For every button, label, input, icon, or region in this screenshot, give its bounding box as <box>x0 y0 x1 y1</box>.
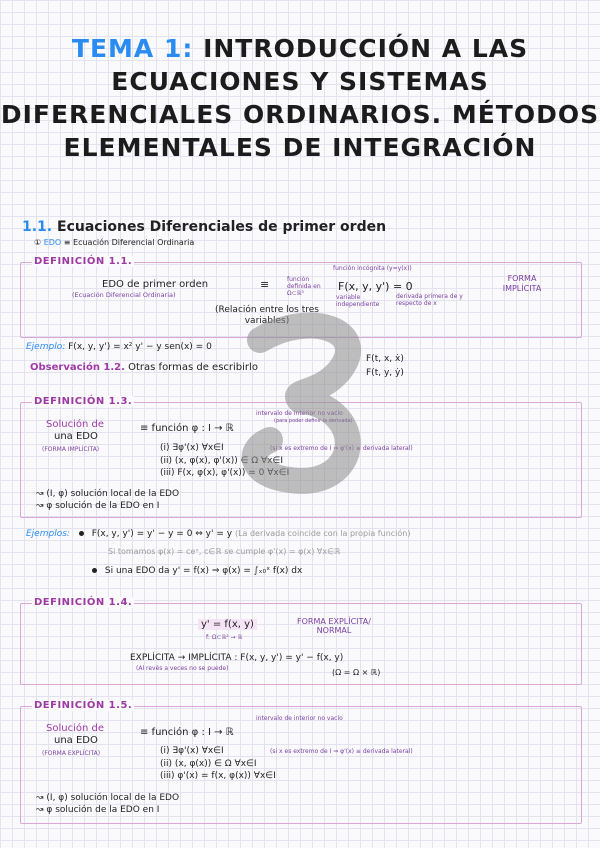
definition-box-1-4 <box>20 603 582 685</box>
edo-meaning: ≡ Ecuación Diferencial Ordinaria <box>63 238 195 247</box>
def11-top-note: función incógnita (y=y(x)) <box>333 265 412 272</box>
def15-eq: ≡ función φ : I → ℝ <box>140 727 234 738</box>
def15-cond-ii: (ii) (x, φ(x)) ∈ Ω ∀x∈I <box>160 759 257 769</box>
def13-cond-ii: (ii) (x, φ(x), φ'(x)) ∈ Ω ∀x∈I <box>160 456 283 466</box>
ejemplos-label: Ejemplos: <box>26 529 70 539</box>
def14-line-sub: (Al revés a veces no se puede) <box>136 665 229 672</box>
observacion <box>30 362 258 373</box>
section-title: Ecuaciones Diferenciales de primer orden <box>57 219 387 235</box>
title-text: INTRODUCCIÓN A LAS ECUACIONES Y SISTEMAS DIFERENCIALES ORDINARIOS. MÉTODOS ELEMENTALES DE INTEGRACIÓN <box>0 34 600 162</box>
ejemplo2-eq1: F(x, y, y') = y' − y = 0 ⇔ y' = y <box>91 529 233 539</box>
definition-title-1-5: DEFINICIÓN 1.5. <box>34 700 133 711</box>
def11-equation: F(x, y, y') = 0 <box>338 280 413 293</box>
def13-interval-note: intervalo de interior no vacío <box>256 410 343 417</box>
observacion-title: Observación 1.2. <box>30 362 125 373</box>
def11-deriv-note: derivada primera de y respecto de x <box>396 293 463 307</box>
def11-equiv: ≡ <box>260 278 270 291</box>
definition-title-1-3: DEFINICIÓN 1.3. <box>34 396 133 407</box>
circle-marker: ① <box>34 238 42 247</box>
tema-label: TEMA 1: <box>71 34 194 63</box>
edo-note <box>34 238 194 247</box>
def15-left2: una EDO <box>54 735 98 746</box>
obs-form-2: F(t, y, ẏ) <box>366 368 404 378</box>
observacion-text: Otras formas de escribirlo <box>128 362 258 373</box>
def13-foot1: ↝ (I, φ) solución local de la EDO <box>36 489 180 499</box>
watermark-logo <box>230 300 380 510</box>
def14-eq-sub: f: Ω⊂ℝ² → ℝ <box>206 634 243 641</box>
ejemplo1 <box>26 342 212 352</box>
def13-left1: Solución de <box>46 419 104 430</box>
ejemplo-equation: F(x, y, y') = x² y' − y sen(x) = 0 <box>68 342 212 352</box>
definition-title-1-1: DEFINICIÓN 1.1. <box>34 256 133 267</box>
def11-forma: FORMA IMPLÍCITA <box>502 274 542 293</box>
def13-left-sub: (FORMA IMPLÍCITA) <box>42 446 100 453</box>
ejemplo2-eq2: Si una EDO da y' = f(x) ⇒ φ(x) = ∫ₓ₀ˣ f(x) dx <box>104 566 303 576</box>
def14-eq: y' = f(x, y) <box>198 619 257 630</box>
edo-abbrev: EDO <box>43 238 62 247</box>
ejemplo2-sub: Si tomamos φ(x) = ceˣ, c∈ℝ se cumple φ'(x) = φ(x) ∀x∈ℝ <box>108 547 341 556</box>
section-header <box>22 219 386 235</box>
def11-relation: (Relación entre los tres variables) <box>215 305 319 326</box>
section-number: 1.1. <box>22 219 53 235</box>
ejemplos2-row2 <box>92 566 302 576</box>
def11-var-indep: variable independiente <box>336 294 380 308</box>
page-title <box>0 32 600 164</box>
def13-eq: ≡ función φ : I → ℝ <box>140 423 234 434</box>
bullet-icon <box>92 568 97 573</box>
def15-left-sub: (FORMA EXPLÍCITA) <box>42 750 101 757</box>
ejemplo-label: Ejemplo: <box>26 342 66 352</box>
def15-foot2: ↝ φ solución de la EDO en I <box>36 805 160 815</box>
bullet-icon <box>79 531 84 536</box>
def15-left1: Solución de <box>46 723 104 734</box>
def15-cond-iii: (iii) φ'(x) = f(x, φ(x)) ∀x∈I <box>160 771 276 781</box>
def13-cond-i: (i) ∃φ'(x) ∀x∈I <box>160 443 224 453</box>
obs-form-1: F(t, x, ẋ) <box>366 354 404 364</box>
def11-left: EDO de primer orden <box>102 279 209 290</box>
def13-left2: una EDO <box>54 431 98 442</box>
def13-foot2: ↝ φ solución de la EDO en I <box>36 501 160 511</box>
def13-interval-note2: (para poder definir la derivada) <box>274 418 353 424</box>
def14-forma: FORMA EXPLÍCITA/ NORMAL <box>297 617 371 635</box>
def15-foot1: ↝ (I, φ) solución local de la EDO <box>36 793 180 803</box>
def13-cond-i-note: (si x es extremo de I ⇒ φ'(x) ≡ derivada lateral) <box>270 445 413 452</box>
definition-title-1-4: DEFINICIÓN 1.4. <box>34 597 133 608</box>
def14-omega: (Ω = Ω × ℝ) <box>332 668 381 677</box>
def14-line: EXPLÍCITA → IMPLÍCITA : F(x, y, y') = y' − f(x, y) <box>130 653 344 663</box>
def15-cond-i: (i) ∃φ'(x) ∀x∈I <box>160 746 224 756</box>
def11-left-sub: (Ecuación Diferencial Ordinaria) <box>72 291 176 299</box>
def15-interval-note: intervalo de interior no vacío <box>256 715 343 722</box>
def15-cond-i-note: (si x es extremo de I ⇒ φ'(x) ≡ derivada lateral) <box>270 748 413 755</box>
def13-cond-iii: (iii) F(x, φ(x), φ'(x)) = 0 ∀x∈I <box>160 468 290 478</box>
ejemplos2-row1 <box>26 529 410 539</box>
def11-func-def: función definida en Ω⊂ℝ³ <box>287 276 321 297</box>
ejemplo2-note: (La derivada coincide con la propia función) <box>234 529 411 538</box>
